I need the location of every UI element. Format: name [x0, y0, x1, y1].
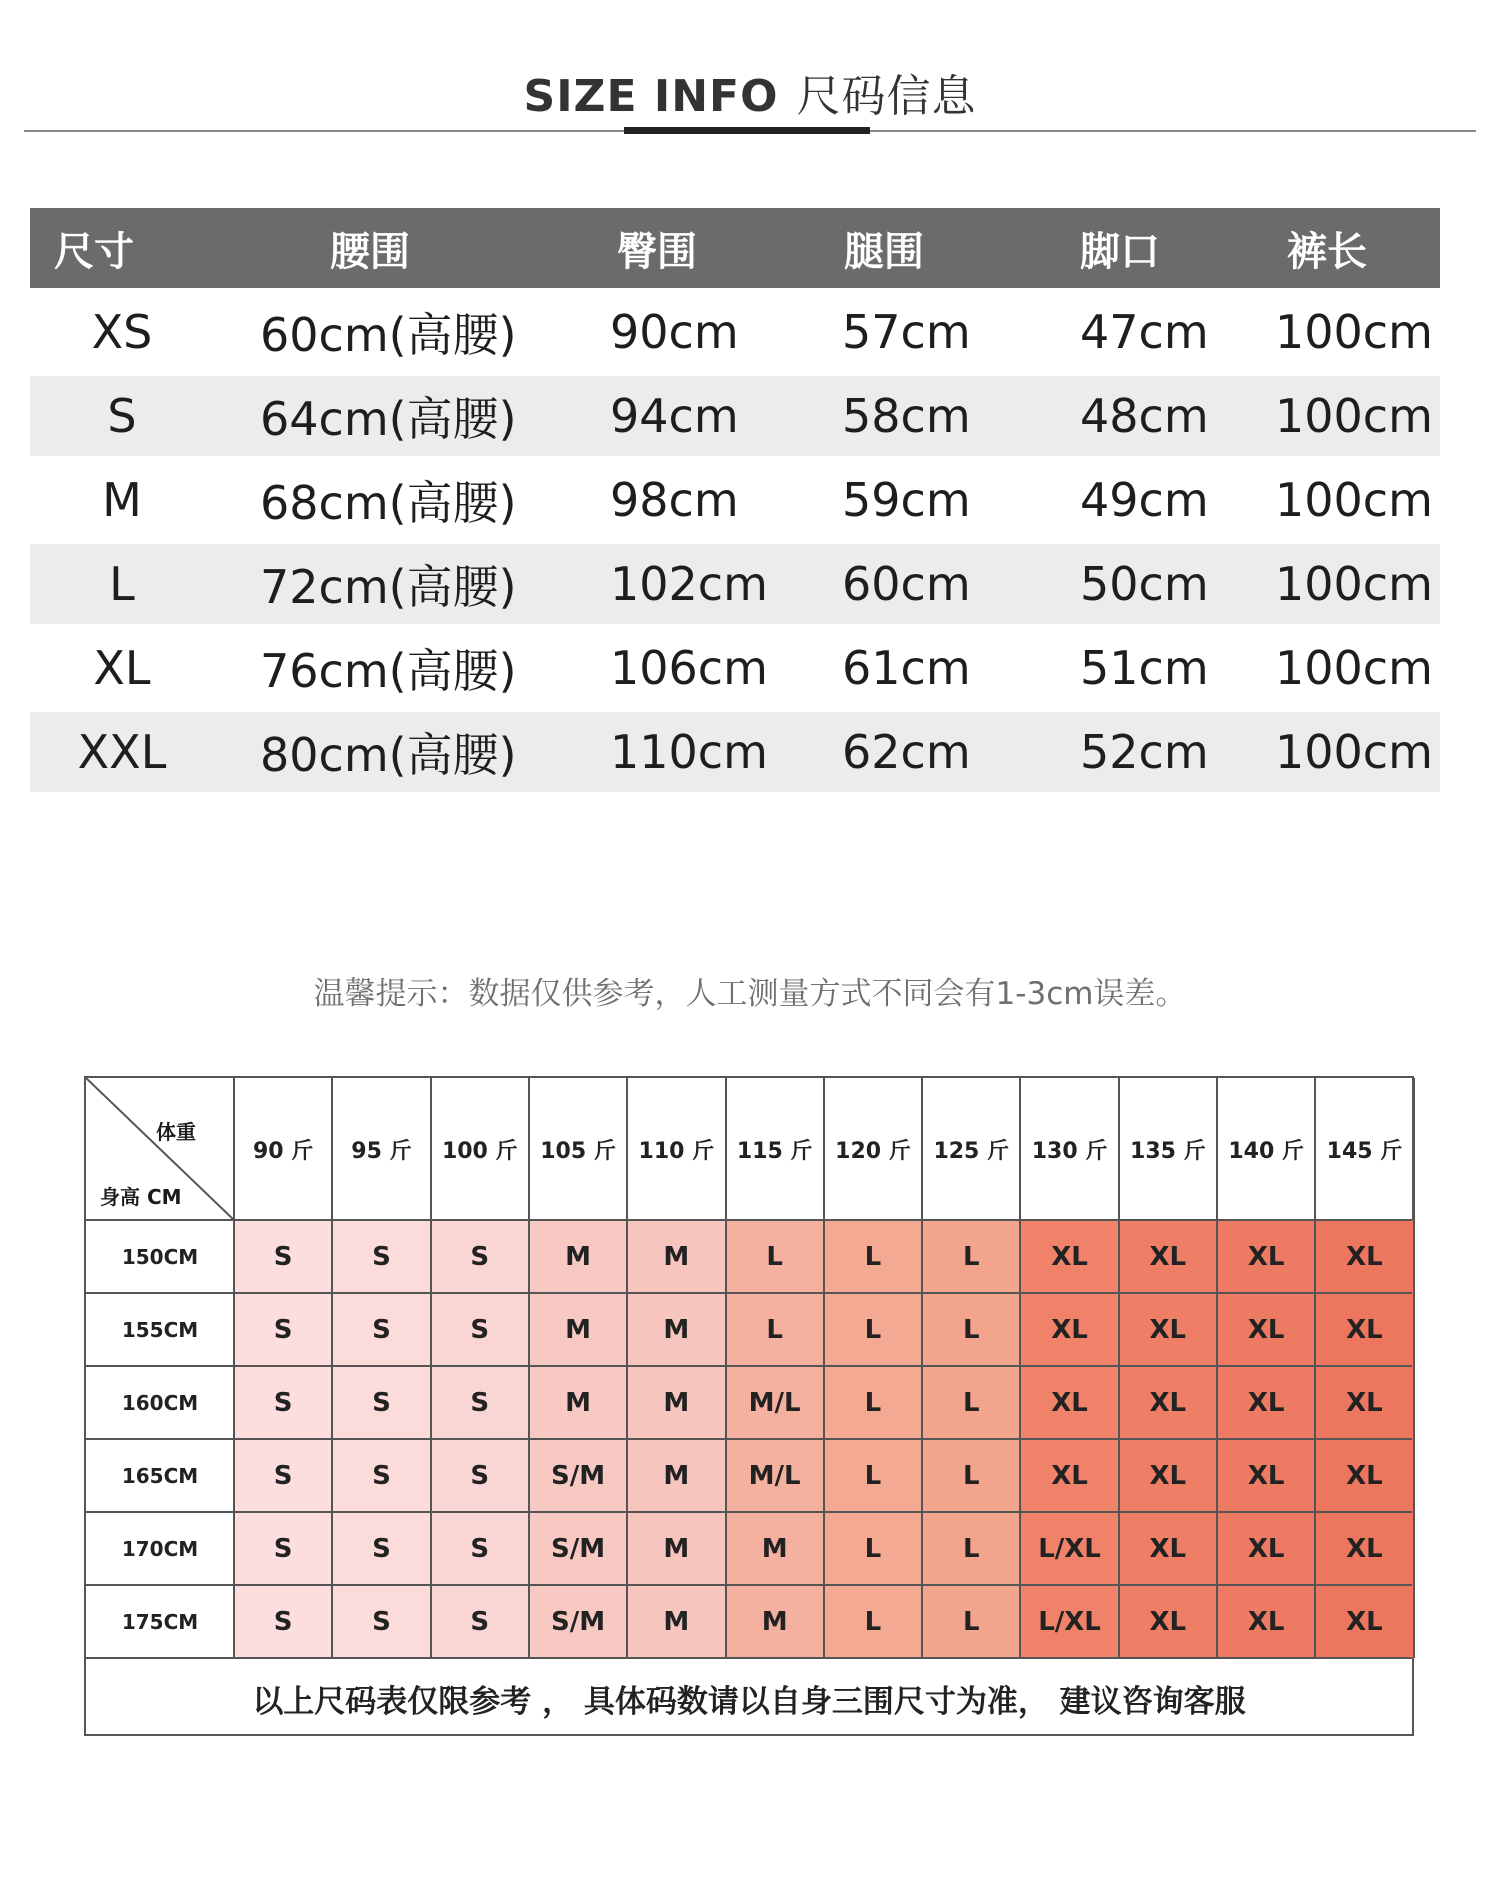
- recommended-size-cell: S/M: [529, 1512, 627, 1585]
- recommended-size-cell: L: [922, 1366, 1020, 1439]
- recommended-size-cell: L/XL: [1020, 1512, 1118, 1585]
- recommended-size-cell: S: [234, 1439, 332, 1512]
- size-table-column-header: 脚口: [1080, 228, 1160, 275]
- title-en: SIZE INFO: [523, 71, 779, 122]
- size-table-cell: 100cm: [1275, 389, 1433, 443]
- size-table-cell: 50cm: [1080, 557, 1209, 611]
- recommended-size-cell: M: [627, 1366, 725, 1439]
- weight-header: 95 斤: [351, 1138, 412, 1164]
- recommended-size-cell: L: [922, 1585, 1020, 1658]
- recommended-size-cell: S: [234, 1220, 332, 1293]
- recommended-size-cell: S: [431, 1220, 529, 1293]
- weight-header: 115 斤: [736, 1138, 813, 1164]
- size-table-cell: 57cm: [842, 305, 971, 359]
- recommended-size-cell: S/M: [529, 1585, 627, 1658]
- size-table-cell: 94cm: [610, 389, 739, 443]
- recommended-size-cell: L: [824, 1293, 922, 1366]
- size-table-cell: 110cm: [610, 725, 768, 779]
- grid-corner: [86, 1078, 234, 1220]
- recommended-size-cell: S: [431, 1512, 529, 1585]
- recommended-size-cell: S: [431, 1366, 529, 1439]
- height-label: 150CM: [121, 1244, 199, 1269]
- measurement-tip: 温馨提示：数据仅供参考，人工测量方式不同会有1-3cm误差。: [313, 976, 1187, 1012]
- recommended-size-cell: M: [529, 1366, 627, 1439]
- size-table-cell: 100cm: [1275, 641, 1433, 695]
- recommended-size-cell: XL: [1217, 1366, 1315, 1439]
- height-label: 155CM: [121, 1317, 199, 1342]
- size-table-cell: 68cm(高腰): [260, 476, 517, 530]
- recommended-size-cell: S: [332, 1220, 430, 1293]
- grid-column-line: [1216, 1078, 1218, 1658]
- recommended-size-cell: XL: [1119, 1366, 1217, 1439]
- size-table-cell: 100cm: [1275, 473, 1433, 527]
- recommended-size-cell: S: [431, 1585, 529, 1658]
- grid-row-line: [86, 1219, 1412, 1221]
- size-label: XS: [91, 305, 153, 359]
- size-label: S: [107, 389, 137, 443]
- size-table-cell: 100cm: [1275, 725, 1433, 779]
- recommended-size-cell: L: [824, 1366, 922, 1439]
- grid-row-line: [86, 1292, 1412, 1294]
- weight-header: 145 斤: [1326, 1138, 1403, 1164]
- size-table-cell: 47cm: [1080, 305, 1209, 359]
- weight-header: 140 斤: [1228, 1138, 1304, 1164]
- recommended-size-cell: L: [824, 1220, 922, 1293]
- recommended-size-cell: L: [824, 1512, 922, 1585]
- size-table-row: [30, 456, 1440, 544]
- grid-row-line: [86, 1438, 1412, 1440]
- recommended-size-cell: XL: [1119, 1439, 1217, 1512]
- size-table-column-header: 腿围: [844, 228, 924, 275]
- size-table-cell: 76cm(高腰): [260, 644, 517, 698]
- weight-header: 110 斤: [638, 1138, 715, 1164]
- recommended-size-cell: XL: [1315, 1366, 1413, 1439]
- grid-column-line: [528, 1078, 530, 1658]
- recommended-size-cell: XL: [1119, 1512, 1217, 1585]
- size-table-column-header: 裤长: [1287, 228, 1367, 275]
- recommended-size-cell: M: [627, 1220, 725, 1293]
- recommended-size-cell: S: [234, 1293, 332, 1366]
- weight-header: 100 斤: [441, 1138, 518, 1164]
- recommended-size-cell: M: [529, 1220, 627, 1293]
- page-title: [0, 60, 1500, 124]
- weight-header: 90 斤: [253, 1138, 314, 1164]
- recommended-size-cell: XL: [1217, 1512, 1315, 1585]
- recommended-size-cell: S: [234, 1512, 332, 1585]
- recommended-size-cell: L: [922, 1439, 1020, 1512]
- recommended-size-cell: S: [431, 1439, 529, 1512]
- recommended-size-cell: S/M: [529, 1439, 627, 1512]
- weight-header: 125 斤: [933, 1138, 1010, 1164]
- recommended-size-cell: L/XL: [1020, 1585, 1118, 1658]
- size-table-column-header: 腰围: [330, 228, 410, 275]
- recommended-size-cell: XL: [1119, 1585, 1217, 1658]
- grid-row-line: [86, 1365, 1412, 1367]
- size-table-cell: 51cm: [1080, 641, 1209, 695]
- size-table-cell: 62cm: [842, 725, 971, 779]
- weight-header: 130 斤: [1031, 1138, 1108, 1164]
- height-label: 160CM: [121, 1390, 199, 1415]
- size-label: XL: [93, 641, 151, 695]
- size-table-cell: 100cm: [1275, 305, 1433, 359]
- recommended-size-cell: XL: [1315, 1293, 1413, 1366]
- grid-row-line: [86, 1584, 1412, 1586]
- height-label: 165CM: [121, 1463, 199, 1488]
- size-table-row: [30, 624, 1440, 712]
- title-underline-accent: [624, 127, 870, 134]
- recommended-size-cell: M: [726, 1512, 824, 1585]
- size-label: XXL: [77, 725, 167, 779]
- recommended-size-cell: M: [627, 1585, 725, 1658]
- size-table-row: [30, 288, 1440, 376]
- recommended-size-cell: XL: [1217, 1220, 1315, 1293]
- grid-column-line: [823, 1078, 825, 1658]
- grid-column-line: [1019, 1078, 1021, 1658]
- size-table-cell: 80cm(高腰): [260, 728, 517, 782]
- grid-column-line: [626, 1078, 628, 1658]
- recommended-size-cell: XL: [1315, 1512, 1413, 1585]
- recommended-size-cell: S: [332, 1439, 430, 1512]
- recommended-size-cell: L: [824, 1585, 922, 1658]
- weight-header: 135 斤: [1130, 1138, 1206, 1164]
- size-recommendation-grid: [84, 1076, 1414, 1736]
- recommended-size-cell: XL: [1217, 1439, 1315, 1512]
- recommended-size-cell: XL: [1020, 1220, 1118, 1293]
- size-table-cell: 52cm: [1080, 725, 1209, 779]
- size-info-table: [30, 208, 1440, 792]
- size-table-column-header: 尺寸: [54, 228, 134, 275]
- recommended-size-cell: L: [922, 1293, 1020, 1366]
- recommended-size-cell: M/L: [726, 1366, 824, 1439]
- size-table-cell: 106cm: [610, 641, 768, 695]
- recommended-size-cell: M: [529, 1293, 627, 1366]
- grid-column-line: [725, 1078, 727, 1658]
- grid-column-line: [233, 1078, 235, 1658]
- recommended-size-cell: L: [726, 1220, 824, 1293]
- corner-weight-label: 体重: [156, 1120, 196, 1144]
- recommended-size-cell: L: [726, 1293, 824, 1366]
- weight-header: 105 斤: [540, 1138, 616, 1164]
- grid-row-line: [86, 1511, 1412, 1513]
- recommended-size-cell: S: [431, 1293, 529, 1366]
- size-table-cell: 58cm: [842, 389, 971, 443]
- size-table-cell: 59cm: [842, 473, 971, 527]
- recommended-size-cell: L: [824, 1439, 922, 1512]
- recommended-size-cell: S: [234, 1366, 332, 1439]
- recommended-size-cell: M/L: [726, 1439, 824, 1512]
- size-table-cell: 100cm: [1275, 557, 1433, 611]
- grid-column-line: [1314, 1078, 1316, 1658]
- grid-row-line: [86, 1657, 1412, 1659]
- recommended-size-cell: M: [627, 1439, 725, 1512]
- size-table-cell: 98cm: [610, 473, 739, 527]
- recommended-size-cell: S: [332, 1512, 430, 1585]
- grid-column-line: [1413, 1078, 1415, 1658]
- size-table-cell: 72cm(高腰): [260, 560, 517, 614]
- grid-column-line: [1118, 1078, 1120, 1658]
- size-table-row: [30, 544, 1440, 624]
- recommended-size-cell: S: [332, 1585, 430, 1658]
- size-table-cell: 61cm: [842, 641, 971, 695]
- size-table-cell: 64cm(高腰): [260, 392, 517, 446]
- recommended-size-cell: M: [627, 1293, 725, 1366]
- size-table-cell: 48cm: [1080, 389, 1209, 443]
- recommended-size-cell: XL: [1315, 1439, 1413, 1512]
- recommended-size-cell: S: [332, 1366, 430, 1439]
- recommended-size-cell: M: [627, 1512, 725, 1585]
- grid-footer-note: 以上尺码表仅限参考 ， 具体码数请以自身三围尺寸为准， 建议咨询客服: [252, 1683, 1246, 1720]
- recommended-size-cell: XL: [1020, 1366, 1118, 1439]
- grid-column-line: [430, 1078, 432, 1658]
- recommended-size-cell: L: [922, 1512, 1020, 1585]
- recommended-size-cell: XL: [1020, 1293, 1118, 1366]
- size-table-cell: 102cm: [610, 557, 768, 611]
- recommended-size-cell: S: [332, 1293, 430, 1366]
- size-table-row: [30, 376, 1440, 456]
- size-table-header: [30, 208, 1440, 288]
- recommended-size-cell: XL: [1217, 1293, 1315, 1366]
- recommended-size-cell: XL: [1020, 1439, 1118, 1512]
- weight-header: 120 斤: [835, 1138, 911, 1164]
- recommended-size-cell: M: [726, 1585, 824, 1658]
- height-label: 175CM: [121, 1609, 199, 1634]
- size-table-cell: 60cm: [842, 557, 971, 611]
- size-table-cell: 60cm(高腰): [260, 308, 517, 362]
- recommended-size-cell: XL: [1217, 1585, 1315, 1658]
- recommended-size-cell: XL: [1315, 1585, 1413, 1658]
- recommended-size-cell: S: [234, 1585, 332, 1658]
- title-zh: 尺码信息: [796, 71, 977, 122]
- size-table-column-header: 臀围: [617, 228, 697, 275]
- size-table-row: [30, 712, 1440, 792]
- grid-column-line: [921, 1078, 923, 1658]
- size-label: M: [102, 473, 142, 527]
- recommended-size-cell: L: [922, 1220, 1020, 1293]
- size-label: L: [109, 557, 135, 611]
- corner-height-label: 身高 CM: [100, 1185, 182, 1209]
- grid-column-line: [331, 1078, 333, 1658]
- size-table-cell: 90cm: [610, 305, 739, 359]
- height-label: 170CM: [121, 1536, 199, 1561]
- recommended-size-cell: XL: [1119, 1220, 1217, 1293]
- size-table-cell: 49cm: [1080, 473, 1209, 527]
- recommended-size-cell: XL: [1315, 1220, 1413, 1293]
- recommended-size-cell: XL: [1119, 1293, 1217, 1366]
